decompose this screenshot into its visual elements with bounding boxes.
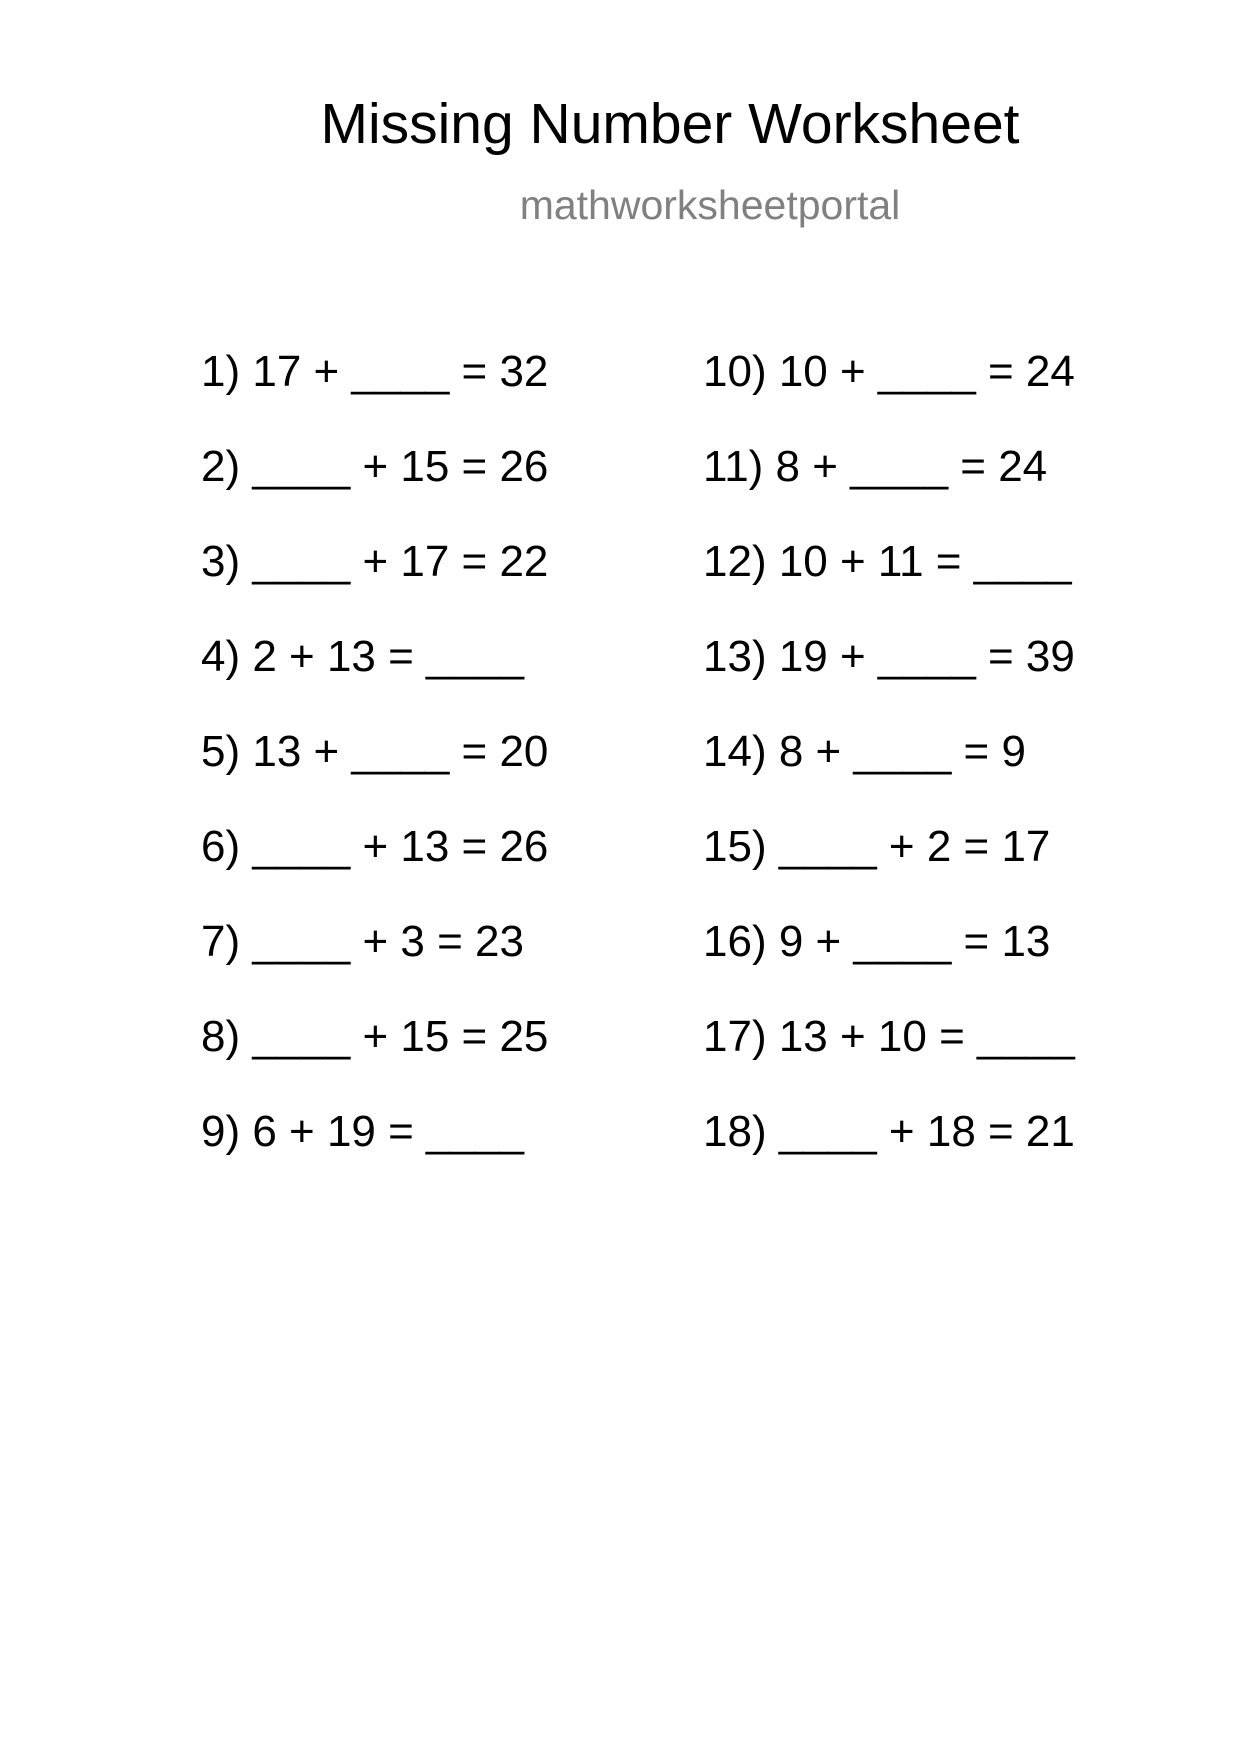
problem-9: 9) 6 + 19 = ____	[201, 1107, 524, 1156]
problem-4: 4) 2 + 13 = ____	[201, 632, 524, 681]
problem-5: 5) 13 + ____ = 20	[201, 727, 549, 776]
problem-13: 13) 19 + ____ = 39	[703, 632, 1075, 681]
problem-15: 15) ____ + 2 = 17	[703, 822, 1051, 871]
problem-12: 12) 10 + 11 = ____	[703, 537, 1072, 586]
problem-7: 7) ____ + 3 = 23	[201, 917, 524, 966]
worksheet-subtitle: mathworksheetportal	[519, 182, 901, 228]
problem-10: 10) 10 + ____ = 24	[703, 347, 1075, 396]
worksheet-title: Missing Number Worksheet	[320, 92, 1020, 156]
problem-3: 3) ____ + 17 = 22	[201, 537, 549, 586]
problem-11: 11) 8 + ____ = 24	[703, 442, 1048, 491]
problem-6: 6) ____ + 13 = 26	[201, 822, 549, 871]
problem-18: 18) ____ + 18 = 21	[703, 1107, 1075, 1156]
problem-1: 1) 17 + ____ = 32	[201, 347, 549, 396]
problem-16: 16) 9 + ____ = 13	[703, 917, 1051, 966]
problem-17: 17) 13 + 10 = ____	[703, 1012, 1075, 1061]
problem-8: 8) ____ + 15 = 25	[201, 1012, 549, 1061]
problem-14: 14) 8 + ____ = 9	[703, 727, 1026, 776]
problem-2: 2) ____ + 15 = 26	[201, 442, 549, 491]
